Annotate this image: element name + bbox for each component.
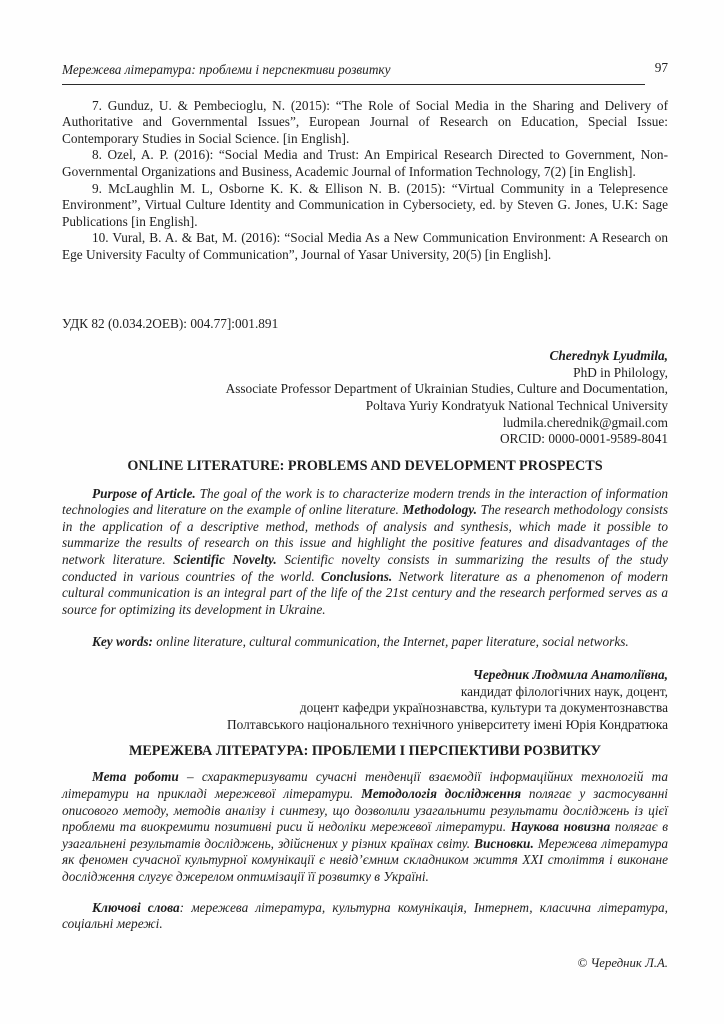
article-title-en: ONLINE LITERATURE: PROBLEMS AND DEVELOPMENT PROSPECTS <box>127 457 603 474</box>
author-block-uk <box>62 667 668 733</box>
abstract-uk-text: Мережева література як феномен сучасної культурної комунікації є невід’ємним складником життя XXI століття і виконане дослідження слугує джерелом оптимізації її розвитку в Україні. <box>62 835 669 884</box>
running-header-title: Мережева література: проблеми і перспективи розвитку <box>62 62 391 77</box>
abstract-uk-text: – схарактеризувати сучасні тенденції взаємодії інформаційних технологій та літератури на прикладі мережевої літератури. <box>62 769 668 801</box>
author-affiliation-en: Poltava Yuriy Kondratyuk National Technical University <box>365 397 668 413</box>
reference-item: 9. McLaughlin M. L, Osborne K. K. & Ellison N. B. (2015): “Virtual Community in a Telepresence Environment”, Virtual Culture Identity and Communication in Cybersociety, ed. by Steven G. Jones, U.K: Sage Publications [in English]. <box>62 180 668 229</box>
author-email: ludmila.cherednik@gmail.com <box>502 414 668 430</box>
abstract-en-text: Network literature as a phenomenon of modern cultural communication is an integral part of the life of the 21st century and the research performed serves as a source for optimizing its development in Ukraine. <box>62 568 669 617</box>
author-name-uk: Чередник Людмила Анатоліївна, <box>472 667 668 683</box>
reference-item: 7. Gunduz, U. & Pembecioglu, N. (2015): “The Role of Social Media in the Sharing and Delivery of Authoritative and Governmental Issues”, European Journal of Research on Education, Special Issue: Contemporary Studies in Social Science. [in English]. <box>62 97 668 146</box>
reference-item: 10. Vural, B. A. & Bat, M. (2016): “Social Media As a New Communication Environment: A Research on Ege University Faculty of Communication”, Journal of Yasar University, 20(5) [in English]. <box>62 230 668 262</box>
author-position-uk: доцент кафедри українознавства, культури та документознавства <box>299 700 668 716</box>
abstract-en-label-methodology: Methodology. <box>402 502 477 518</box>
keywords-uk <box>62 900 668 933</box>
author-degree-en: PhD in Philology, <box>573 364 668 380</box>
udc-code: УДК 82 (0.034.2ОЕВ): 004.77]:001.891 <box>62 315 279 331</box>
author-name-en: Cherednyk Lyudmila, <box>549 348 668 364</box>
abstract-en-text: Scientific novelty consists in summarizing the results of the study conducted in various countries of the world. <box>62 552 668 584</box>
copyright-notice: © Чередник Л.А. <box>577 955 668 970</box>
abstract-uk-label-conclusions: Висновки. <box>474 835 534 851</box>
page-content <box>62 60 668 971</box>
keywords-en-label: Key words: <box>92 634 153 650</box>
abstract-uk-text: полягає у застосуванні описового методу, методів аналізу і синтезу, що дозволили узагальнити результати досліджень із цієї проблеми та виокремити позитивні риси й недоліки мережевої літератури. <box>62 786 668 835</box>
abstract-uk <box>62 769 668 885</box>
article-title-uk: МЕРЕЖЕВА ЛІТЕРАТУРА: ПРОБЛЕМИ І ПЕРСПЕКТИВИ РОЗВИТКУ <box>128 743 602 760</box>
running-header-rule <box>62 62 645 85</box>
abstract-en-text: The research methodology consists in the application of a descriptive method, methods of analysis and synthesis, which made it possible to summarize the results of research on this issue and highlight the positive features and disadvantages of the network literature. <box>62 502 669 568</box>
keywords-uk-label: Ключові слова <box>92 899 180 915</box>
keywords-en-text: online literature, cultural communication, the Internet, paper literature, social networks. <box>152 634 629 650</box>
abstract-uk-label-novelty: Наукова новизна <box>510 819 611 835</box>
abstract-en-label-novelty: Scientific Novelty. <box>173 552 277 568</box>
abstract-en-label-purpose: Purpose of Article. <box>92 485 196 501</box>
abstract-en-label-conclusions: Conclusions. <box>320 568 393 584</box>
author-affiliation-uk: Полтавського національного технічного університету імені Юрія Кондратюка <box>227 716 668 732</box>
abstract-uk-text: полягає в узагальнені результатів досліджень, здійснених у різних країнах світу. <box>62 819 669 851</box>
abstract-uk-label-methodology: Методологія дослідження <box>361 786 522 801</box>
author-orcid: ORCID: 0000-0001-9589-8041 <box>499 431 668 447</box>
reference-item: 8. Ozel, A. P. (2016): “Social Media and Trust: An Empirical Research Directed to Government, Non-Governmental Organizations and Business, Academic Journal of Information Technology, 7(2) [in English]. <box>62 147 668 179</box>
page-number: 97 <box>654 60 668 75</box>
keywords-en <box>62 634 668 651</box>
references-list <box>62 98 668 264</box>
abstract-uk-label-meta: Мета роботи <box>92 769 179 785</box>
running-header <box>62 60 668 85</box>
keywords-uk-text: : мережева література, культурна комунікація, Інтернет, класична література, соціальні мережі. <box>62 899 668 932</box>
author-position-en: Associate Professor Department of Ukrainian Studies, Culture and Documentation, <box>225 381 668 397</box>
author-degree-uk: кандидат філологічних наук, доцент, <box>460 683 668 699</box>
abstract-en-text: The goal of the work is to characterize modern trends in the interaction of information technologies and literature on the example of online literature. <box>62 485 668 518</box>
abstract-en <box>62 486 668 619</box>
author-block-en <box>62 348 668 448</box>
